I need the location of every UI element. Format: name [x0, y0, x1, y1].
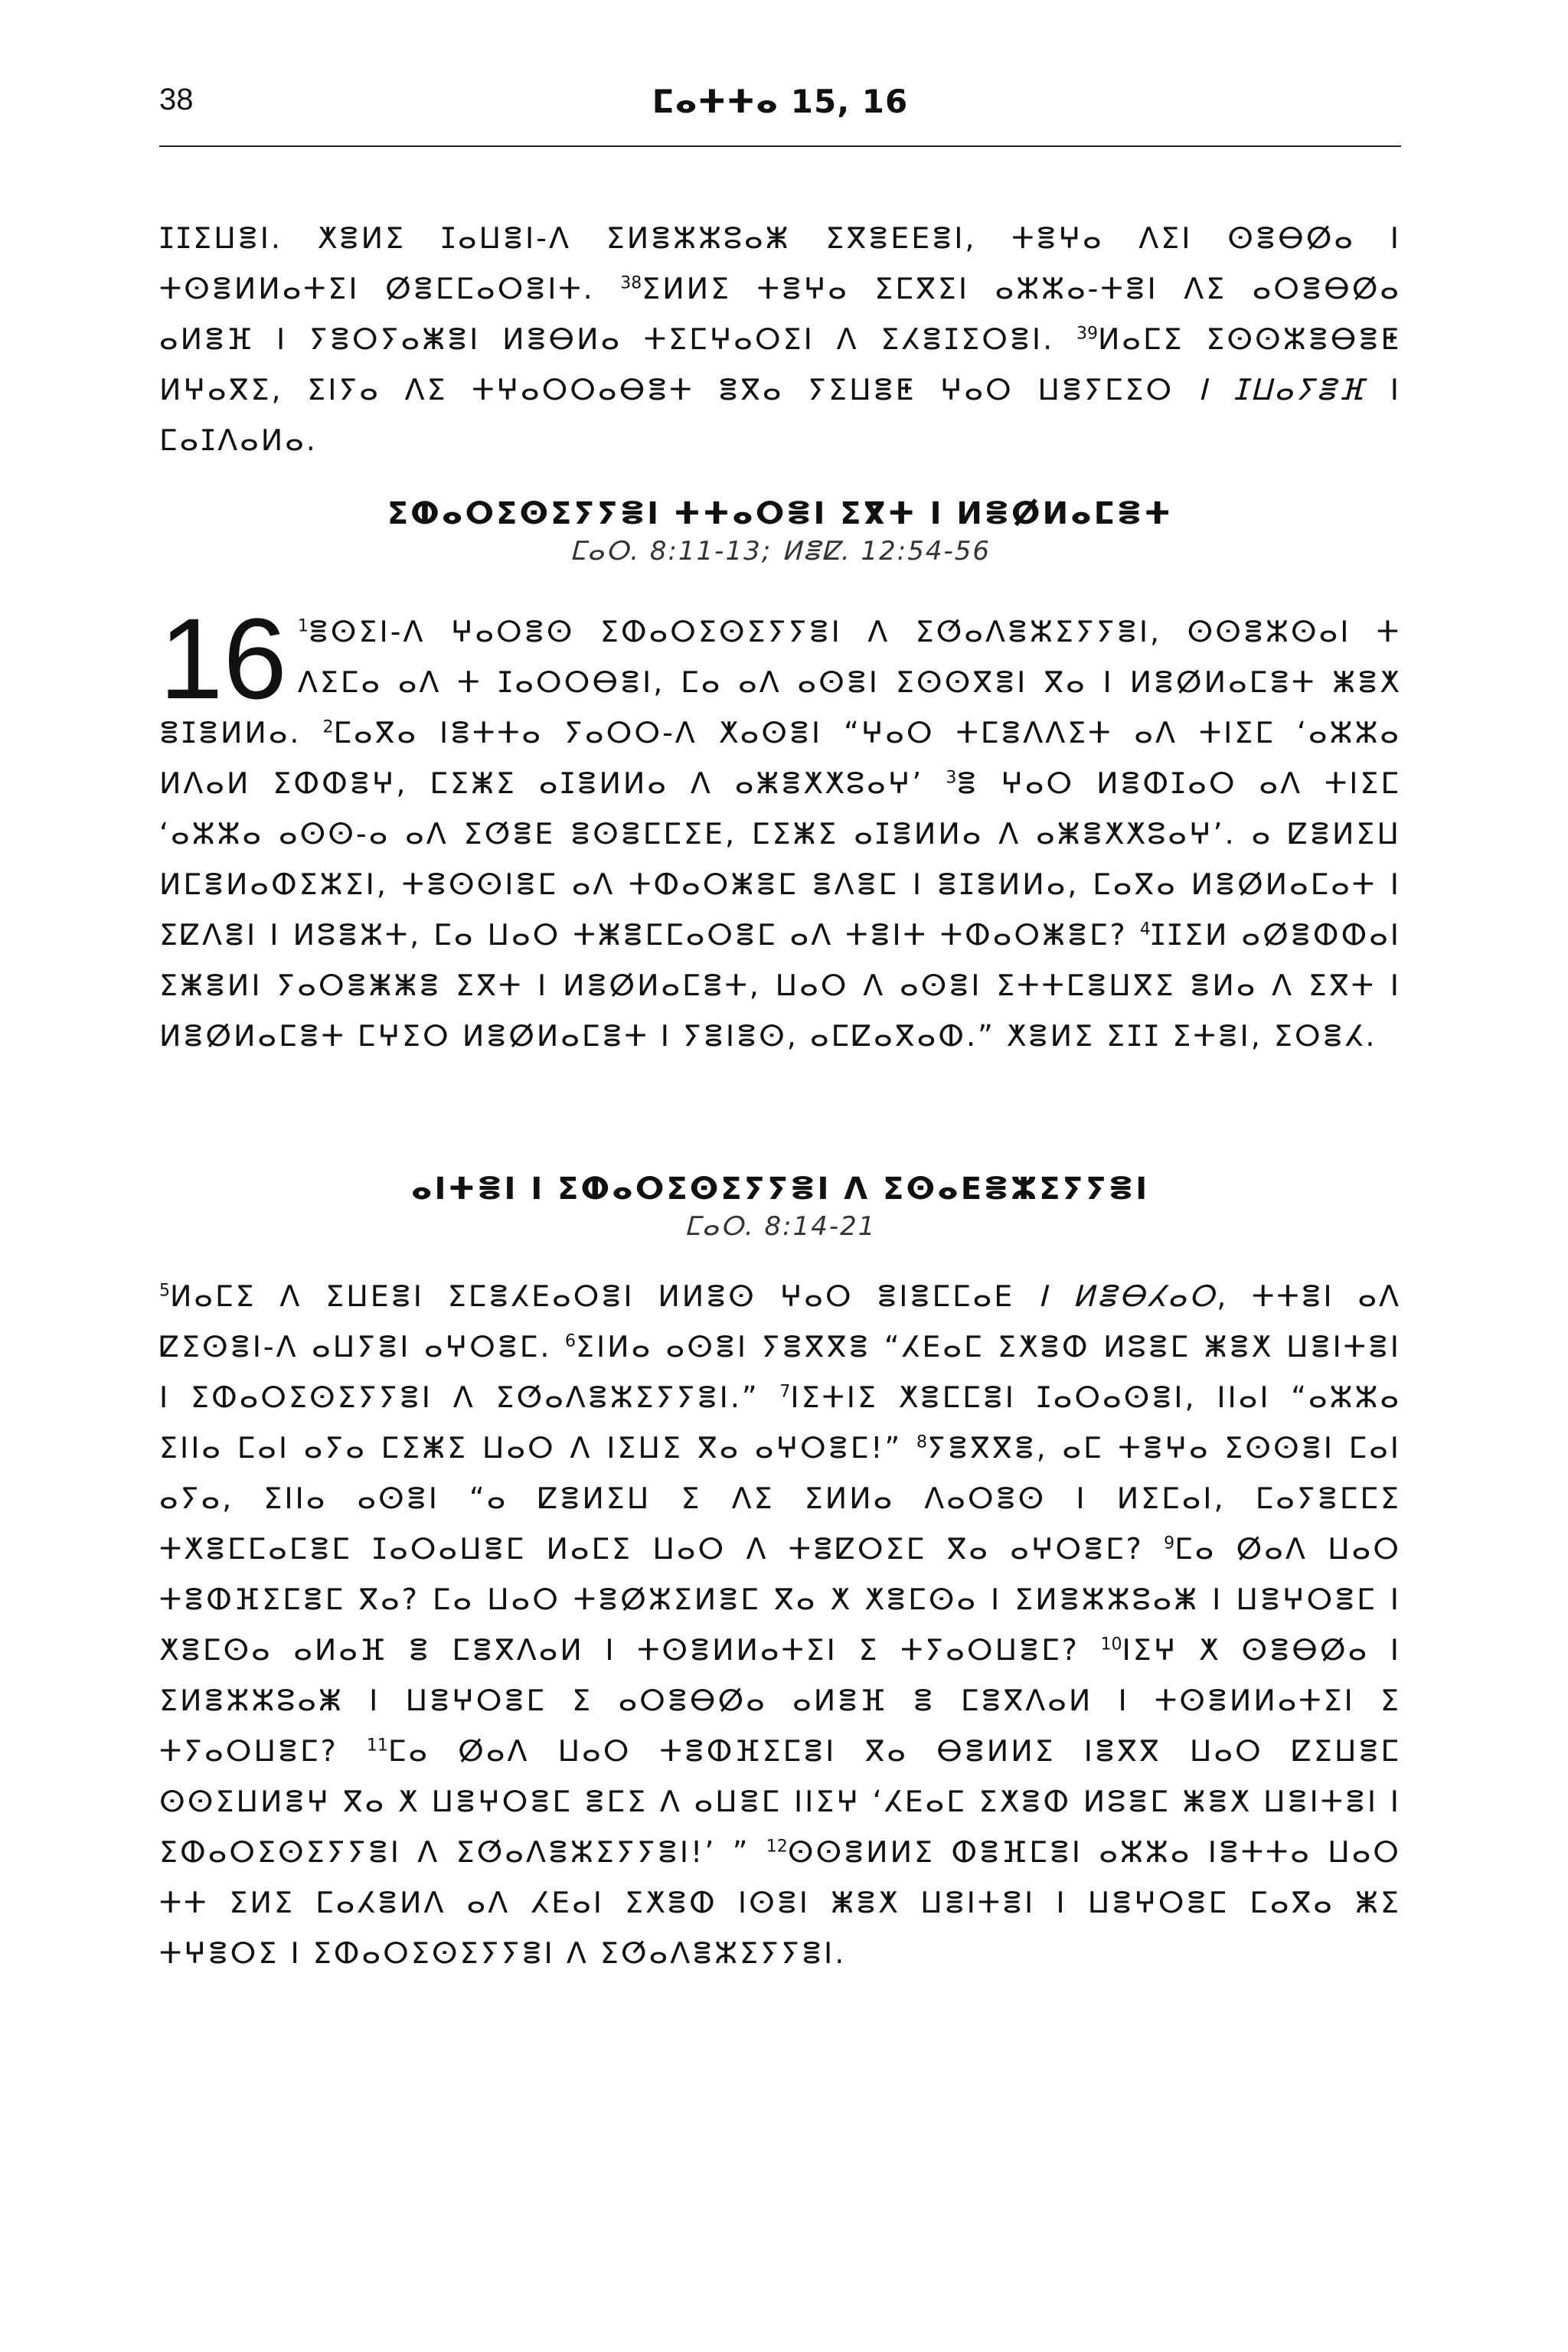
verse-paragraph — [159, 1271, 1401, 1978]
verse-text: ⴻ ⵖⴰⵔ ⵍⴻⵀⵊⴰⵔ ⴰⴷ ⵜⵏⵉⵎ ‘ⴰⵣⵣⴰ ⴰⵙⵙ-ⴰ ⴰⴷ ⵉⵚⴻⴹ ⴻⵙⴻⵎⵎⵉⴹ, ⵎⵉⵥⵉ ⴰⵊⴻⵍⵍⴰ ⴷ ⴰⵥⴻⵅⵅⵓⴰⵖ’. ⴰ ⵇⴻⵍⵉⵡ ⵍⵎⴻⵍⴰⵀⵉⵣⵉⵏ, ⵜⴻⵙⵙⵏⴻⵎ ⴰⴷ ⵜⵀⴰⵔⵥⴻⵎ ⴻⴷⴻⵎ ⵏ ⴻⵊⴻⵍⵍⴰ, ⵎⴰⴳⴰ ⵍⴻⵁⵍⴰⵎⴰⵜ ⵏ ⵉⵇⴷⴻⵏ ⵏ ⵍⵓⴻⵣⵜ, ⵎⴰ ⵡⴰⵔ ⵜⵥⴻⵎⵎⴰⵔⴻⵎ ⴰⴷ ⵜⴻⵏⵜ ⵜⵀⴰⵔⵥⴻⵎ? — [159, 766, 1401, 952]
page-header — [159, 83, 1401, 129]
verse-text: , ⵜⵜⴻⵏ ⴰⴷ ⵇⵉⵙⴻⵏ-ⴷ ⴰⵡⵢⴻⵏ ⴰⵖⵔⴻⵎ. — [159, 1279, 1402, 1364]
italic-text: ⵏ ⵍⴻⴱⵃⴰⵔ — [1038, 1279, 1217, 1313]
verse-paragraph — [159, 594, 1401, 1061]
italic-text: ⵏ ⵊⵡⴰⵢⴻⴼ — [1197, 373, 1367, 407]
section-heading: ⴰⵏⵜⴻⵏ ⵏ ⵉⵀⴰⵔⵉⵙⵉⵢⵢⴻⵏ ⴷ ⵉⵙⴰⴹⴻⵣⵉⵢⵢⴻⵏ — [410, 1171, 1150, 1207]
chapter-number: 16 — [159, 594, 287, 723]
verse-number: 7 — [779, 1382, 791, 1402]
cross-reference: ⵎⴰⵔ. 8:11-13; ⵍⴻⵇ. 12:54-56 — [569, 536, 991, 567]
verse-number: 2 — [322, 717, 334, 737]
page-number: 38 — [159, 83, 194, 116]
verse-text: ⵏ ⵎⴰⵊⴷⴰⵍⴰ. — [159, 373, 1401, 457]
verse-number: 5 — [159, 1281, 170, 1301]
verse-text: ⵊⵊⵉⵡⴻⵏ. ⵅⴻⵍⵉ ⵊⴰⵡⴻⵏ-ⴷ ⵉⵍⴻⵣⵣⵓⴰⵥ ⵉⴳⴻⴹⴹⴻⵏ, ⵜⴻⵖⴰ ⴷⵉⵏ ⵙⴻⴱⵁⴰ ⵏ ⵜⵙⴻⵍⵍⴰⵜⵉⵏ ⵁⴻⵎⵎⴰⵔⴻⵏⵜ. — [159, 221, 1401, 305]
verse-number: 6 — [564, 1331, 576, 1351]
verse-text: ⵍⴰⵎⵉ ⴷ ⵉⵡⴹⴻⵏ ⵉⵎⴻⵃⴹⴰⵔⴻⵏ ⵍⵍⴻⵙ ⵖⴰⵔ ⴻⵏⴻⵎⵎⴰⴹ — [170, 1279, 1039, 1313]
running-title: ⵎⴰⵜⵜⴰ 15, 16 — [652, 83, 909, 120]
section-2-body — [159, 1271, 1401, 1978]
verse-text: ⵉⵏⵍⴰ ⴰⵙⴻⵏ ⵢⴻⴳⴳⴻ “ⵃⴹⴰⵎ ⵉⵅⴻⵀ ⵍⵓⴻⵎ ⵥⴻⵅ ⵡⴻⵏⵜⴻⵏ ⵏ ⵉⵀⴰⵔⵉⵙⵉⵢⵢⴻⵏ ⴷ ⵉⵚⴰⴷⴻⵣⵉⵢⵢⴻⵏ.” — [159, 1330, 1402, 1414]
verse-text: ⵙⵙⴻⵍⵍⵉ ⵀⴻⴼⵎⴻⵏ ⴰⵣⵣⴰ ⵏⴻⵜⵜⴰ ⵡⴰⵔ ⵜⵜ ⵉⵍⵉ ⵎⴰⵃⴻⵍⴷ ⴰⴷ ⵃⴹⴰⵏ ⵉⵅⴻⵀ ⵏⵙⴻⵏ ⵥⴻⵅ ⵡⴻⵏⵜⴻⵏ ⵏ ⵡⴻⵖⵔⴻⵎ ⵎⴰⴳⴰ ⵥⵉ ⵜⵖⴻⵔⵉ ⵏ ⵉⵀⴰⵔⵉⵙⵉⵢⵢⴻⵏ ⴷ ⵉⵚⴰⴷⴻⵣⵉⵢⵢⴻⵏ. — [159, 1835, 1401, 1970]
section-1-body — [159, 594, 1401, 1061]
verse-text: ⵎⴰⴳⴰ ⵏⴻⵜⵜⴰ ⵢⴰⵔⵔ-ⴷ ⵅⴰⵙⴻⵏ “ⵖⴰⵔ ⵜⵎⴻⴷⴷⵉⵜ ⴰⴷ ⵜⵏⵉⵎ ‘ⴰⵣⵣⴰ ⵍⴷⴰⵍ ⵉⵀⵀⴻⵖ, ⵎⵉⵥⵉ ⴰⵊⴻⵍⵍⴰ ⴷ ⴰⵥⴻⵅⵅⵓⴰⵖ’ — [159, 716, 1401, 800]
verse-number: 39 — [1076, 324, 1098, 344]
verse-text: ⵊⵊⵉⵍ ⴰⵁⴻⵀⵀⴰⵏ ⵉⵥⴻⵍⵏ ⵢⴰⵔⴻⵥⵥⴻ ⵉⴳⵜ ⵏ ⵍⴻⵁⵍⴰⵎⴻⵜ, ⵡⴰⵔ ⴷ ⴰⵙⴻⵏ ⵉⵜⵜⵎⴻⵡⴳⵉ ⴻⵍⴰ ⴷ ⵉⴳⵜ ⵏ ⵍⴻⵁⵍⴰⵎⴻⵜ ⵎⵖⵉⵔ ⵍⴻⵁⵍⴰⵎⴻⵜ ⵏ ⵢⴻⵏⴻⵙ, ⴰⵎⵇⴰⴳⴰⵀ.” ⵅⴻⵍⵉ ⵉⵊⵊ ⵉⵜⴻⵏ, ⵉⵔⴻⵃ. — [159, 918, 1401, 1053]
verse-text: ⵏⵉⵜⵏⵉ ⵅⴻⵎⵎⴻⵏ ⵊⴰⵔⴰⵙⴻⵏ, ⵏⵏⴰⵏ “ⴰⵣⵣⴰ ⵉⵏⵏⴰ ⵎⴰⵏ ⴰⵢⴰ ⵎⵉⵥⵉ ⵡⴰⵔ ⴷ ⵏⵉⵡⵉ ⴳⴰ ⴰⵖⵔⴻⵎ!” — [159, 1380, 1402, 1465]
verse-number: 4 — [1139, 920, 1151, 939]
verse-text: ⵎⴰ ⵁⴰⴷ ⵡⴰⵔ ⵜⴻⵀⴼⵉⵎⴻⵏ ⴳⴰ ⴱⴻⵍⵍⵉ ⵏⴻⴳⴳ ⵡⴰⵔ ⵇⵉⵡⴻⵎ ⵙⵙⵉⵡⵍⴻⵖ ⴳⴰ ⵅ ⵡⴻⵖⵔⴻⵎ ⴻⵎⵉ ⴷ ⴰⵡⴻⵎ ⵏⵏⵉⵖ ‘ⵃⴹⴰⵎ ⵉⵅⴻⵀ ⵍⵓⴻⵎ ⵥⴻⵅ ⵡⴻⵏⵜⴻⵏ ⵏ ⵉⵀⴰⵔⵉⵙⵉⵢⵢⴻⵏ ⴷ ⵉⵚⴰⴷⴻⵣⵉⵢⵢⴻⵏ!’ ” — [159, 1734, 1402, 1869]
section-heading: ⵉⵀⴰⵔⵉⵙⵉⵢⵢⴻⵏ ⵜⵜⴰⵔⴻⵏ ⵉⴳⵜ ⵏ ⵍⴻⵁⵍⴰⵎⴻⵜ — [387, 496, 1174, 531]
verse-text: ⵍⴰⵎⵉ ⵉⵙⵙⵣⴻⴱⴻⵟ ⵍⵖⴰⴳⵉ, ⵉⵏⵢⴰ ⴷⵉ ⵜⵖⴰⵔⵔⴰⴱⴻⵜ ⴻⴳⴰ ⵢⵉⵡⴻⵟ ⵖⴰⵔ ⵡⴻⵢⵎⵉⵔ — [159, 322, 1401, 407]
verse-number: 8 — [916, 1432, 927, 1452]
verse-number: 3 — [946, 768, 957, 788]
header-rule — [159, 145, 1401, 147]
verse-text: ⵢⴻⴳⴳⴻ, ⴰⵎ ⵜⴻⵖⴰ ⵉⵙⵙⴻⵏ ⵎⴰⵏ ⴰⵢⴰ, ⵉⵏⵏⴰ ⴰⵙⴻⵏ “ⴰ ⵇⴻⵍⵉⵡ ⵉ ⴷⵉ ⵉⵍⵍⴰ ⴷⴰⵔⴻⵙ ⵏ ⵍⵉⵎⴰⵏ, ⵎⴰⵢⴻⵎⵎⵉ ⵜⵅⴻⵎⵎⴰⵎⴻⵎ ⵊⴰⵔⴰⵡⴻⵎ ⵍⴰⵎⵉ ⵡⴰⵔ ⴷ ⵜⴻⵇⵔⵉⵎ ⴳⴰ ⴰⵖⵔⴻⵎ? — [159, 1431, 1401, 1566]
verse-text: ⴻⵙⵉⵏ-ⴷ ⵖⴰⵔⴻⵙ ⵉⵀⴰⵔⵉⵙⵉⵢⵢⴻⵏ ⴷ ⵉⵚⴰⴷⴻⵣⵉⵢⵢⴻⵏ, ⵙⵙⴻⵣⵙⴰⵏ ⵜ ⴷⵉⵎⴰ ⴰⴷ ⵜ ⵊⴰⵔⵔⴱⴻⵏ, ⵎⴰ ⴰⴷ ⴰⵙⴻⵏ ⵉⵙⵙⴳⴻⵏ ⴳⴰ ⵏ ⵍⴻⵁⵍⴰⵎⴻⵜ ⵥⴻⵅ ⴻⵊⴻⵍⵍⴰ. — [159, 615, 1401, 750]
verse-number: 11 — [366, 1736, 388, 1756]
section-2 — [159, 1171, 1401, 1242]
verse-number: 10 — [1100, 1635, 1122, 1655]
verse-number: 9 — [1164, 1534, 1175, 1553]
verse-number: 1 — [297, 616, 309, 636]
cross-reference: ⵎⴰⵔ. 8:14-21 — [684, 1211, 877, 1242]
section-1 — [159, 496, 1401, 567]
verse-text: ⵉⵍⵍⵉ ⵜⴻⵖⴰ ⵉⵎⴳⵉⵏ ⴰⵣⵣⴰ-ⵜⴻⵏ ⴷⵉ ⴰⵔⴻⴱⵁⴰ ⴰⵍⴻⴼ ⵏ ⵢⴻⵔⵢⴰⵥⴻⵏ ⵍⴻⴱⵍⴰ ⵜⵉⵎⵖⴰⵔⵉⵏ ⴷ ⵉⵃⴻⵊⵉⵔⴻⵏ. — [159, 272, 1401, 356]
verse-paragraph — [159, 213, 1401, 466]
verse-number: 38 — [620, 273, 642, 293]
verse-text: ⵏⵉⵖ ⵅ ⵙⴻⴱⵁⴰ ⵏ ⵉⵍⴻⵣⵣⵓⴰⵥ ⵏ ⵡⴻⵖⵔⴻⵎ ⵉ ⴰⵔⴻⴱⵁⴰ ⴰⵍⴻⴼ ⴻ ⵎⴻⴳⴷⴰⵍ ⵏ ⵜⵙⴻⵍⵍⴰⵜⵉⵏ ⵉ ⵜⵢⴰⵔⵡⴻⵎ? — [159, 1633, 1401, 1768]
verse-number: 12 — [766, 1837, 788, 1857]
top-passage — [159, 213, 1401, 466]
verse-text: ⵎⴰ ⵁⴰⴷ ⵡⴰⵔ ⵜⴻⵀⴼⵉⵎⴻⵎ ⴳⴰ? ⵎⴰ ⵡⴰⵔ ⵜⴻⵁⵣⵉⵍⴻⵎ ⴳⴰ ⵅ ⵅⴻⵎⵙⴰ ⵏ ⵉⵍⴻⵣⵣⵓⴰⵥ ⵏ ⵡⴻⵖⵔⴻⵎ ⵏ ⵅⴻⵎⵙⴰ ⴰⵍⴰⴼ ⴻ ⵎⴻⴳⴷⴰⵍ ⵏ ⵜⵙⴻⵍⵍⴰⵜⵉⵏ ⵉ ⵜⵢⴰⵔⵡⴻⵎ? — [159, 1532, 1401, 1667]
